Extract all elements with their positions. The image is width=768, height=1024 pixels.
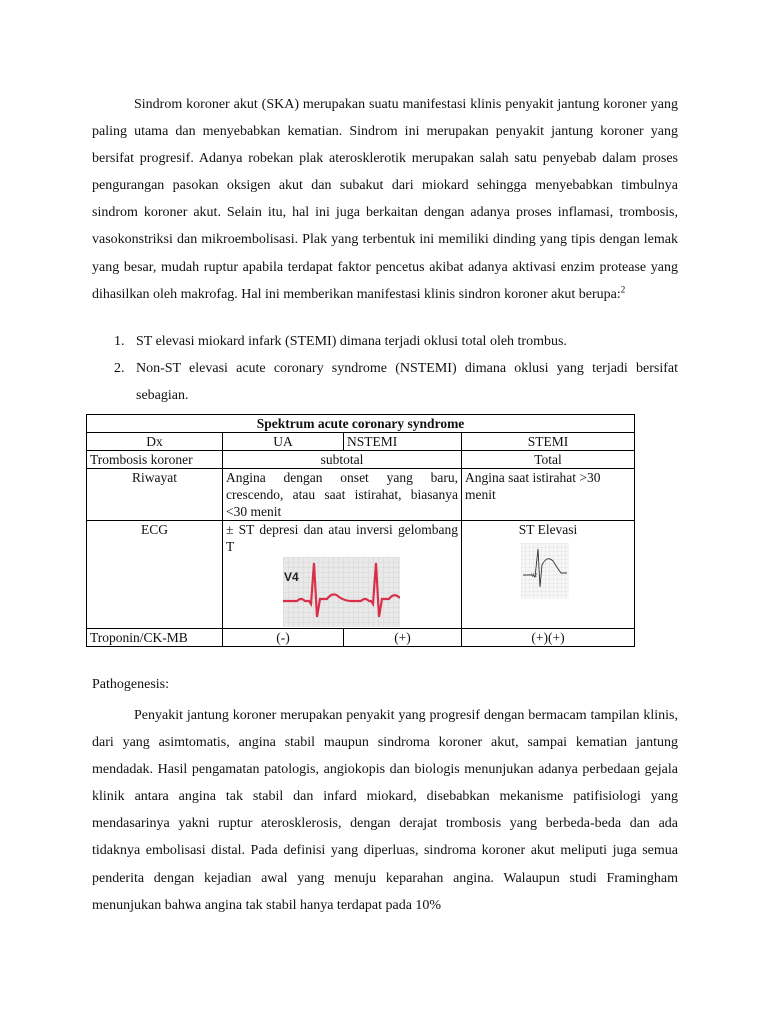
ecg-st-depression-image (283, 557, 400, 627)
ecg-v2-strip (521, 543, 569, 599)
list-text: Non-ST elevasi acute coronary syndrome (NSTEMI) dimana oklusi yang terjadi bersifat sebagian. (136, 361, 678, 404)
ecg-grid (283, 557, 400, 627)
acs-spectrum-table (86, 414, 635, 647)
ecg-stemi-cell (462, 521, 635, 629)
table-row (87, 469, 635, 521)
table-row (87, 451, 635, 469)
ecg-ua-nstemi-cell (223, 521, 462, 629)
row-label-troponin: Troponin/CK-MB (87, 629, 223, 647)
header-stemi: STEMI (462, 433, 635, 451)
pathogenesis-paragraph: Penyakit jantung koroner merupakan penyakit yang progresif dengan bermacam tampilan klinis, dari yang asimtomatis, angina stabil maupun sindroma koroner akut, sampai kematian jantung mendadak. Hasil pengamatan patologis, angiokopis dan biologis menunjukan adanya perbedaan gejala klinik antara angina tak stabil dan infard miokard, disebabkan mekanisme patifisiologi yang mendasarinya yakni ruptur aterosklerosis, dengan derajat trombosis yang berbeda-beda dan ada tidaknya embolisasi distal. Pada definisi yang diperluas, sindroma koroner akut meliputi juga semua penderita dengan kejadian awal yang menuju keparahan angina. Walaupun studi Framingham menunjukan bahwa angina tak stabil hanya terdapat pada 10% (92, 708, 678, 913)
riwayat-ua-nstemi: Angina dengan onset yang baru, crescendo, atau saat istirahat, biasanya <30 menit (223, 469, 462, 521)
list-item (92, 328, 678, 355)
troponin-stemi: (+)(+) (462, 629, 635, 647)
table-title: Spektrum acute coronary syndrome (87, 415, 635, 433)
ecg-grid (521, 543, 569, 599)
troponin-nstemi: (+) (344, 629, 462, 647)
riwayat-stemi: Angina saat istirahat >30 menit (462, 469, 635, 521)
ecg-lead-label: V4 (284, 570, 299, 584)
acs-types-list (92, 328, 678, 409)
trombosis-total: Total (462, 451, 635, 469)
intro-paragraph (92, 91, 678, 308)
troponin-ua: (-) (223, 629, 344, 647)
table-header-row (87, 433, 635, 451)
citation-superscript: 2 (620, 284, 626, 294)
list-item (92, 355, 678, 409)
ecg-ua-nstemi-text: ± ST depresi dan atau inversi gelombang T (226, 522, 458, 554)
header-dx: Dx (87, 433, 223, 451)
row-label-ecg: ECG (87, 521, 223, 629)
intro-text: Sindrom koroner akut (SKA) merupakan suatu manifestasi klinis penyakit jantung koroner yang paling utama dan menyebabkan kematian. Sindrom ini merupakan penyakit jantung koroner yang bersifat progresif. Adanya robekan plak aterosklerotik merupakan salah satu penyebab dalam proses pengurangan pasokan oksigen akut dan subakut dari miokard sehingga menyebabkan timbulnya sindrom koroner akut. Selain itu, hal ini juga berkaitan dengan adanya proses inflamasi, trombosis, vasokonstriksi dan mikroembolisasi. Plak yang terbentuk ini memiliki dinding yang tipis dengan lemak yang besar, mudah ruptur apabila terdapat faktor pencetus akibat adanya aktivasi enzim protease yang dihasilkan oleh makrofag. Hal ini memberikan manifestasi klinis sindron koroner akut berupa: (92, 97, 678, 302)
ecg-lead-label: V2 (531, 573, 538, 579)
list-number: 1. (114, 334, 125, 349)
table-row (87, 629, 635, 647)
header-ua: UA (223, 433, 344, 451)
ecg-v4-strip (283, 557, 400, 627)
list-number: 2. (114, 361, 125, 377)
header-nstemi: NSTEMI (344, 433, 462, 451)
table-row (87, 521, 635, 629)
table-title-row (87, 415, 635, 433)
ecg-stemi-text: ST Elevasi (518, 522, 578, 537)
pathogenesis-heading: Pathogenesis: (92, 677, 169, 692)
row-label-trombosis: Trombosis koroner (87, 451, 223, 469)
ecg-st-elevation-image (521, 543, 569, 599)
list-text: ST elevasi miokard infark (STEMI) dimana terjadi oklusi total oleh trombus. (136, 334, 567, 349)
row-label-riwayat: Riwayat (87, 469, 223, 521)
trombosis-subtotal: subtotal (223, 451, 462, 469)
